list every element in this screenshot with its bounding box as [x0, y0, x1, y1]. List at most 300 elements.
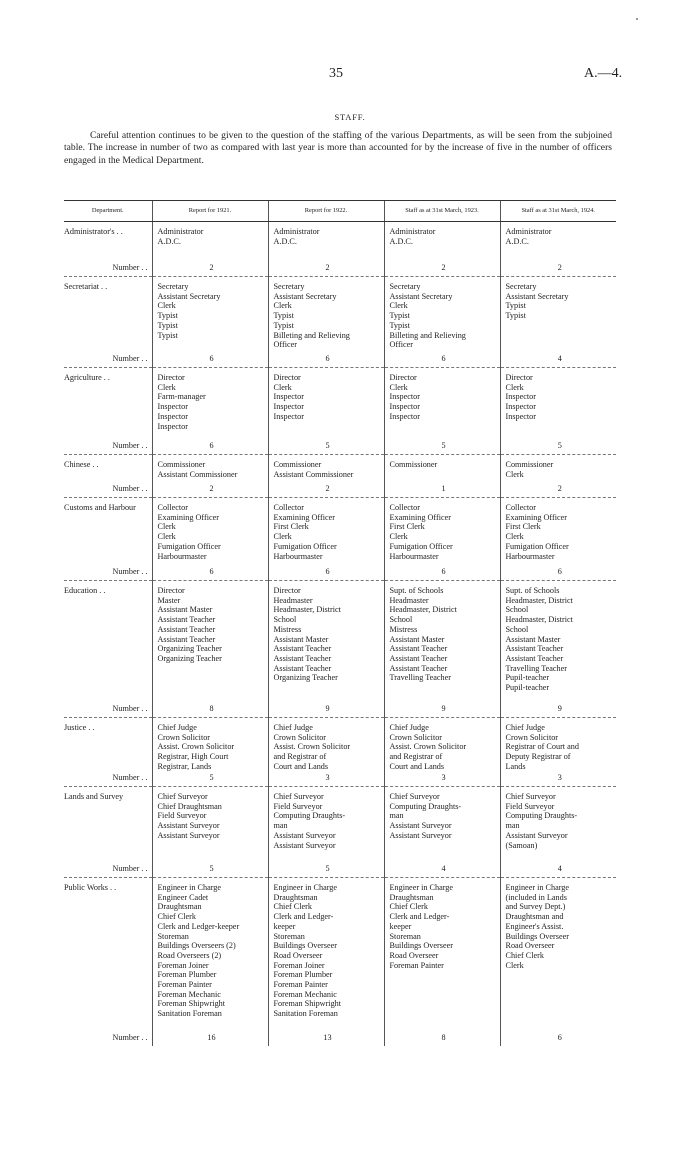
staff-position: Inspector	[505, 392, 536, 402]
staff-position: keeper	[273, 921, 296, 931]
department-name: Agriculture . .	[64, 373, 110, 382]
staff-position: Registrar, Lands	[157, 761, 212, 771]
staff-position: Assist. Crown Solicitor	[389, 742, 467, 752]
staff-cell-inner	[506, 586, 615, 714]
table-row	[64, 581, 616, 718]
spacer	[158, 431, 266, 441]
table-row	[64, 455, 616, 498]
staff-count: 2	[557, 263, 562, 273]
staff-position: Clerk	[157, 532, 176, 542]
staff-position: Clerk and Ledger-	[273, 912, 334, 922]
staff-position: Registrar, High Court	[157, 752, 229, 762]
spacer	[274, 683, 382, 704]
staff-cell-inner	[158, 792, 266, 874]
number-label: Number . .	[112, 704, 148, 714]
staff-position: and Registrar of	[389, 752, 443, 762]
staff-position: Buildings Overseer	[273, 941, 337, 951]
staff-position: Organizing Teacher	[157, 653, 222, 663]
spacer	[506, 850, 615, 864]
staff-cell	[152, 277, 268, 368]
staff-cell-inner	[390, 723, 498, 783]
staff-position: Examining Officer	[157, 512, 219, 522]
staff-cell	[268, 581, 384, 718]
staff-position: Crown Solicitor	[273, 732, 327, 742]
header-report-1921: Report for 1921.	[152, 201, 268, 222]
spacer	[64, 802, 150, 865]
speck-mark	[636, 18, 638, 20]
department-cell	[64, 498, 152, 581]
staff-position: Storeman	[273, 931, 305, 941]
staff-position: Assistant Teacher	[389, 653, 448, 663]
staff-cell-inner	[274, 460, 382, 494]
staff-position: Computing Draughts-	[389, 801, 462, 811]
staff-position: A.D.C.	[505, 236, 529, 246]
department-cell-inner	[64, 460, 150, 494]
staff-position: Inspector	[273, 402, 304, 412]
staff-position: Assistant Commissioner	[273, 469, 354, 479]
staff-position: Foreman Mechanic	[157, 989, 221, 999]
staff-cell	[152, 787, 268, 878]
staff-position: Administrator	[157, 227, 204, 236]
staff-position: Examining Officer	[505, 512, 567, 522]
staff-position: Fumigation Officer	[505, 541, 569, 551]
staff-count: 6	[325, 567, 330, 577]
staff-position: Chief Surveyor	[389, 792, 440, 801]
staff-cell	[152, 718, 268, 787]
staff-position: Organizing Teacher	[157, 644, 222, 654]
staff-position: Administrator	[273, 227, 320, 236]
staff-position: A.D.C.	[157, 236, 181, 246]
staff-cell	[268, 787, 384, 878]
staff-position: Assistant Teacher	[157, 634, 216, 644]
staff-cell-inner	[158, 227, 266, 273]
staff-position: Harbourmaster	[389, 551, 439, 561]
staff-count: 8	[441, 1033, 446, 1043]
staff-position: Inspector	[273, 392, 304, 402]
staff-position: Typist	[389, 311, 410, 321]
department-name: Education . .	[64, 586, 106, 595]
staff-position: Supt. of Schools	[505, 586, 560, 595]
staff-cell-inner	[390, 883, 498, 1043]
table-row	[64, 222, 616, 277]
spacer	[506, 693, 615, 705]
staff-position: Road Overseers (2)	[157, 950, 222, 960]
department-cell	[64, 455, 152, 498]
spacer	[390, 422, 498, 442]
number-label: Number . .	[112, 567, 148, 577]
spacer	[158, 246, 266, 263]
staff-position: Secretary	[157, 282, 189, 291]
staff-position: Inspector	[157, 421, 188, 431]
staff-position: Mistress	[273, 624, 302, 634]
staff-position: Chief Surveyor	[273, 792, 324, 801]
staff-count: 3	[441, 773, 446, 783]
staff-cell-inner	[506, 282, 615, 364]
department-name: Justice . .	[64, 723, 95, 732]
staff-position: Foreman Shipwright	[157, 999, 226, 1009]
staff-position: Assistant Surveyor	[273, 840, 336, 850]
staff-position: Clerk and Ledger-	[389, 912, 450, 922]
staff-position: Foreman Plumber	[157, 970, 217, 980]
staff-position: Officer	[389, 340, 413, 350]
staff-cell	[152, 878, 268, 1047]
staff-position: Chief Clerk	[505, 950, 544, 960]
staff-position: Clerk	[505, 469, 524, 479]
staff-count: 3	[557, 773, 562, 783]
staff-position: Chief Surveyor	[505, 792, 556, 801]
staff-position: Crown Solicitor	[389, 732, 443, 742]
staff-position: (included in Lands	[505, 892, 567, 902]
staff-position: Clerk	[273, 382, 292, 392]
staff-position: Assistant Master	[505, 634, 561, 644]
staff-count: 16	[207, 1033, 216, 1043]
staff-position: Harbourmaster	[505, 551, 555, 561]
staff-cell	[500, 498, 616, 581]
spacer	[390, 841, 498, 865]
staff-position: A.D.C.	[273, 236, 297, 246]
staff-position: Examining Officer	[273, 512, 335, 522]
table-header-row	[64, 201, 616, 222]
spacer	[64, 470, 150, 485]
staff-position: Foreman Joiner	[273, 960, 325, 970]
header-report-1922: Report for 1922.	[268, 201, 384, 222]
staff-count: 6	[209, 354, 214, 364]
staff-position: Assistant Surveyor	[273, 830, 336, 840]
staff-count: 2	[209, 484, 214, 494]
department-cell-inner	[64, 723, 150, 783]
staff-position: Administrator	[389, 227, 436, 236]
staff-position: Travelling Teacher	[389, 673, 451, 683]
staff-position: (Samoan)	[505, 840, 538, 850]
staff-cell-inner	[390, 792, 498, 874]
staff-cell-inner	[390, 503, 498, 577]
staff-cell	[152, 368, 268, 455]
table-body	[64, 222, 616, 1047]
staff-position: Court and Lands	[273, 761, 329, 771]
intro-paragraph: Careful attention continues to be given to the question of the staffing of the various Departments, as will be seen from the subjoined table. The increase in number of two as compared with last year is more than accounted for by the increase of five in the number of officers engaged in the Medical Department.	[64, 130, 612, 166]
staff-position: Master	[157, 595, 181, 605]
staff-position: Computing Draughts-	[505, 811, 578, 821]
staff-cell	[384, 368, 500, 455]
department-cell-inner	[64, 227, 150, 273]
staff-position: Headmaster	[389, 595, 429, 605]
staff-count: 2	[441, 263, 446, 273]
staff-cell	[384, 718, 500, 787]
staff-position: School	[505, 605, 529, 615]
spacer	[506, 321, 615, 354]
staff-position: School	[273, 615, 297, 625]
staff-position: Inspector	[389, 411, 420, 421]
staff-position: Clerk	[389, 532, 408, 542]
staff-count: 2	[557, 484, 562, 494]
staff-position: First Clerk	[273, 522, 309, 532]
staff-position: Engineer in Charge	[273, 883, 338, 892]
staff-table	[64, 200, 616, 1046]
document-reference: A.—4.	[584, 66, 623, 81]
staff-position: Inspector	[389, 402, 420, 412]
staff-cell-inner	[158, 373, 266, 451]
staff-cell	[500, 277, 616, 368]
staff-cell	[384, 581, 500, 718]
staff-position: man	[273, 821, 288, 831]
staff-cell-inner	[506, 723, 615, 783]
staff-position: Inspector	[505, 411, 536, 421]
number-label: Number . .	[112, 773, 148, 783]
header-staff-1923: Staff as at 31st March, 1923.	[384, 201, 500, 222]
staff-position: Director	[157, 586, 185, 595]
staff-cell	[268, 878, 384, 1047]
staff-position: Typist	[505, 301, 526, 311]
staff-position: Computing Draughts-	[273, 811, 346, 821]
department-cell	[64, 878, 152, 1047]
department-cell-inner	[64, 792, 150, 874]
staff-position: Registrar of Court and	[505, 742, 579, 752]
spacer	[158, 1019, 266, 1033]
staff-position: Examining Officer	[389, 512, 451, 522]
staff-position: Administrator	[505, 227, 552, 236]
staff-position: Assistant Secretary	[389, 291, 453, 301]
staff-position: Collector	[389, 503, 420, 512]
staff-position: Typist	[505, 311, 526, 321]
staff-position: Director	[273, 373, 301, 382]
staff-position: Director	[389, 373, 417, 382]
staff-position: and Registrar of	[273, 752, 327, 762]
spacer	[506, 246, 615, 263]
staff-cell	[268, 455, 384, 498]
staff-cell	[268, 718, 384, 787]
table-row	[64, 787, 616, 878]
staff-cell	[500, 787, 616, 878]
staff-cell-inner	[274, 883, 382, 1043]
staff-position: Field Surveyor	[273, 801, 323, 811]
staff-position: Commissioner	[389, 460, 438, 469]
staff-cell	[268, 368, 384, 455]
staff-position: Clerk	[505, 382, 524, 392]
staff-cell	[500, 878, 616, 1047]
staff-position: Draughtsman and	[505, 912, 564, 922]
table-row	[64, 277, 616, 368]
staff-position: Engineer in Charge	[157, 883, 222, 892]
staff-count: 6	[209, 441, 214, 451]
staff-position: Billeting and Relieving	[273, 330, 350, 340]
staff-cell-inner	[506, 792, 615, 874]
staff-position: man	[389, 811, 404, 821]
spacer	[274, 1019, 382, 1033]
staff-position: Assistant Secretary	[273, 291, 337, 301]
staff-position: Crown Solicitor	[157, 732, 211, 742]
staff-position: A.D.C.	[389, 236, 413, 246]
staff-position: Clerk	[157, 382, 176, 392]
staff-position: Assist. Crown Solicitor	[273, 742, 351, 752]
staff-position: Organizing Teacher	[273, 673, 338, 683]
staff-position: Assistant Teacher	[505, 653, 564, 663]
staff-position: Assistant Master	[389, 634, 445, 644]
staff-cell	[268, 498, 384, 581]
staff-cell-inner	[274, 503, 382, 577]
staff-count: 3	[325, 773, 330, 783]
spacer	[274, 246, 382, 263]
staff-position: Clerk and Ledger-keeper	[157, 921, 240, 931]
staff-position: Field Surveyor	[157, 811, 207, 821]
table-row	[64, 718, 616, 787]
staff-cell	[152, 581, 268, 718]
staff-cell-inner	[390, 460, 498, 494]
spacer	[506, 422, 615, 442]
staff-position: Inspector	[157, 402, 188, 412]
department-name: Secretariat . .	[64, 282, 108, 291]
staff-position: Clerk	[505, 532, 524, 542]
staff-count: 5	[441, 441, 446, 451]
staff-position: Officer	[273, 340, 297, 350]
staff-count: 4	[557, 864, 562, 874]
staff-count: 13	[323, 1033, 332, 1043]
staff-position: Assistant Teacher	[273, 663, 332, 673]
staff-position: Deputy Registrar of	[505, 752, 571, 762]
staff-position: Billeting and Relieving	[389, 330, 466, 340]
staff-cell-inner	[274, 723, 382, 783]
staff-position: Inspector	[273, 411, 304, 421]
department-cell-inner	[64, 373, 150, 451]
staff-position: Clerk	[157, 522, 176, 532]
staff-cell	[500, 222, 616, 277]
staff-position: Clerk	[273, 532, 292, 542]
staff-count: 4	[557, 354, 562, 364]
number-label: Number . .	[112, 1033, 148, 1043]
number-label: Number . .	[112, 441, 148, 451]
staff-position: Foreman Mechanic	[273, 989, 337, 999]
staff-position: Sanitation Foreman	[157, 1009, 222, 1019]
table-row	[64, 878, 616, 1047]
staff-position: Assistant Teacher	[157, 624, 216, 634]
staff-cell-inner	[390, 227, 498, 273]
staff-position: Road Overseer	[505, 941, 555, 951]
header-staff-1924: Staff as at 31st March, 1924.	[500, 201, 616, 222]
department-cell	[64, 581, 152, 718]
spacer	[506, 970, 615, 1033]
staff-position: Chief Judge	[389, 723, 429, 732]
staff-count: 9	[325, 704, 330, 714]
staff-position: Inspector	[505, 402, 536, 412]
staff-cell-inner	[390, 373, 498, 451]
staff-position: Engineer in Charge	[389, 883, 454, 892]
staff-position: School	[505, 624, 529, 634]
staff-position: Headmaster, District	[389, 605, 457, 615]
staff-position: Storeman	[389, 931, 421, 941]
staff-count: 6	[557, 567, 562, 577]
staff-position: Fumigation Officer	[389, 541, 453, 551]
staff-cell	[500, 455, 616, 498]
staff-position: Pupil-teacher	[505, 683, 550, 693]
page-header	[0, 66, 700, 82]
staff-position: Fumigation Officer	[157, 541, 221, 551]
spacer	[390, 470, 498, 485]
staff-count: 2	[325, 263, 330, 273]
staff-cell-inner	[158, 503, 266, 577]
staff-position: Assistant Teacher	[273, 653, 332, 663]
department-cell	[64, 787, 152, 878]
staff-position: First Clerk	[505, 522, 541, 532]
staff-position: Director	[505, 373, 533, 382]
department-cell	[64, 718, 152, 787]
staff-position: Assistant Secretary	[505, 291, 569, 301]
department-cell-inner	[64, 282, 150, 364]
staff-count: 5	[209, 773, 214, 783]
staff-position: Headmaster, District	[273, 605, 341, 615]
staff-position: Typist	[273, 320, 294, 330]
spacer	[274, 850, 382, 864]
staff-position: Engineer's Assist.	[505, 921, 564, 931]
staff-position: Assistant Master	[157, 605, 213, 615]
department-name: Administrator's . .	[64, 227, 123, 236]
staff-position: Foreman Joiner	[157, 960, 209, 970]
staff-cell-inner	[274, 792, 382, 874]
staff-cell	[268, 277, 384, 368]
staff-cell	[152, 498, 268, 581]
staff-position: Typist	[157, 311, 178, 321]
department-name: Chinese . .	[64, 460, 99, 469]
staff-cell	[152, 455, 268, 498]
staff-position: Typist	[273, 311, 294, 321]
staff-position: Director	[273, 586, 301, 595]
staff-position: Headmaster	[273, 595, 313, 605]
staff-cell	[384, 455, 500, 498]
staff-position: Typist	[389, 320, 410, 330]
staff-position: Collector	[505, 503, 536, 512]
staff-position: Pupil-teacher	[505, 673, 550, 683]
header-department: Department.	[64, 201, 152, 222]
staff-cell-inner	[274, 227, 382, 273]
staff-position: School	[389, 615, 413, 625]
staff-position: Assistant Secretary	[157, 291, 221, 301]
staff-position: Crown Solicitor	[505, 732, 559, 742]
staff-cell-inner	[506, 883, 615, 1043]
staff-count: 5	[325, 864, 330, 874]
department-name: Customs and Harbour	[64, 503, 136, 512]
staff-position: Court and Lands	[389, 761, 445, 771]
staff-position: Clerk	[157, 301, 176, 311]
spacer	[390, 970, 498, 1033]
staff-position: Assistant Teacher	[389, 663, 448, 673]
staff-position: Engineer Cadet	[157, 892, 209, 902]
staff-cell	[384, 787, 500, 878]
staff-cell-inner	[158, 586, 266, 714]
department-cell-inner	[64, 883, 150, 1043]
staff-position: Commissioner	[157, 460, 206, 469]
staff-cell-inner	[506, 227, 615, 273]
staff-position: Chief Clerk	[389, 902, 428, 912]
staff-position: Engineer in Charge	[505, 883, 570, 892]
staff-position: Buildings Overseers (2)	[157, 941, 236, 951]
staff-position: Foreman Shipwright	[273, 999, 342, 1009]
staff-cell	[384, 277, 500, 368]
staff-count: 6	[557, 1033, 562, 1043]
spacer	[64, 292, 150, 355]
department-cell-inner	[64, 586, 150, 714]
table-row	[64, 498, 616, 581]
spacer	[64, 513, 150, 568]
staff-position: Headmaster, District	[505, 615, 573, 625]
staff-position: Typist	[157, 320, 178, 330]
staff-cell-inner	[506, 503, 615, 577]
staff-cell	[268, 222, 384, 277]
staff-position: Assistant Surveyor	[389, 830, 452, 840]
department-name: Public Works . .	[64, 883, 117, 892]
staff-count: 2	[325, 484, 330, 494]
staff-position: Chief Judge	[157, 723, 197, 732]
spacer	[274, 422, 382, 442]
staff-position: Assistant Master	[273, 634, 329, 644]
staff-position: Secretary	[389, 282, 421, 291]
